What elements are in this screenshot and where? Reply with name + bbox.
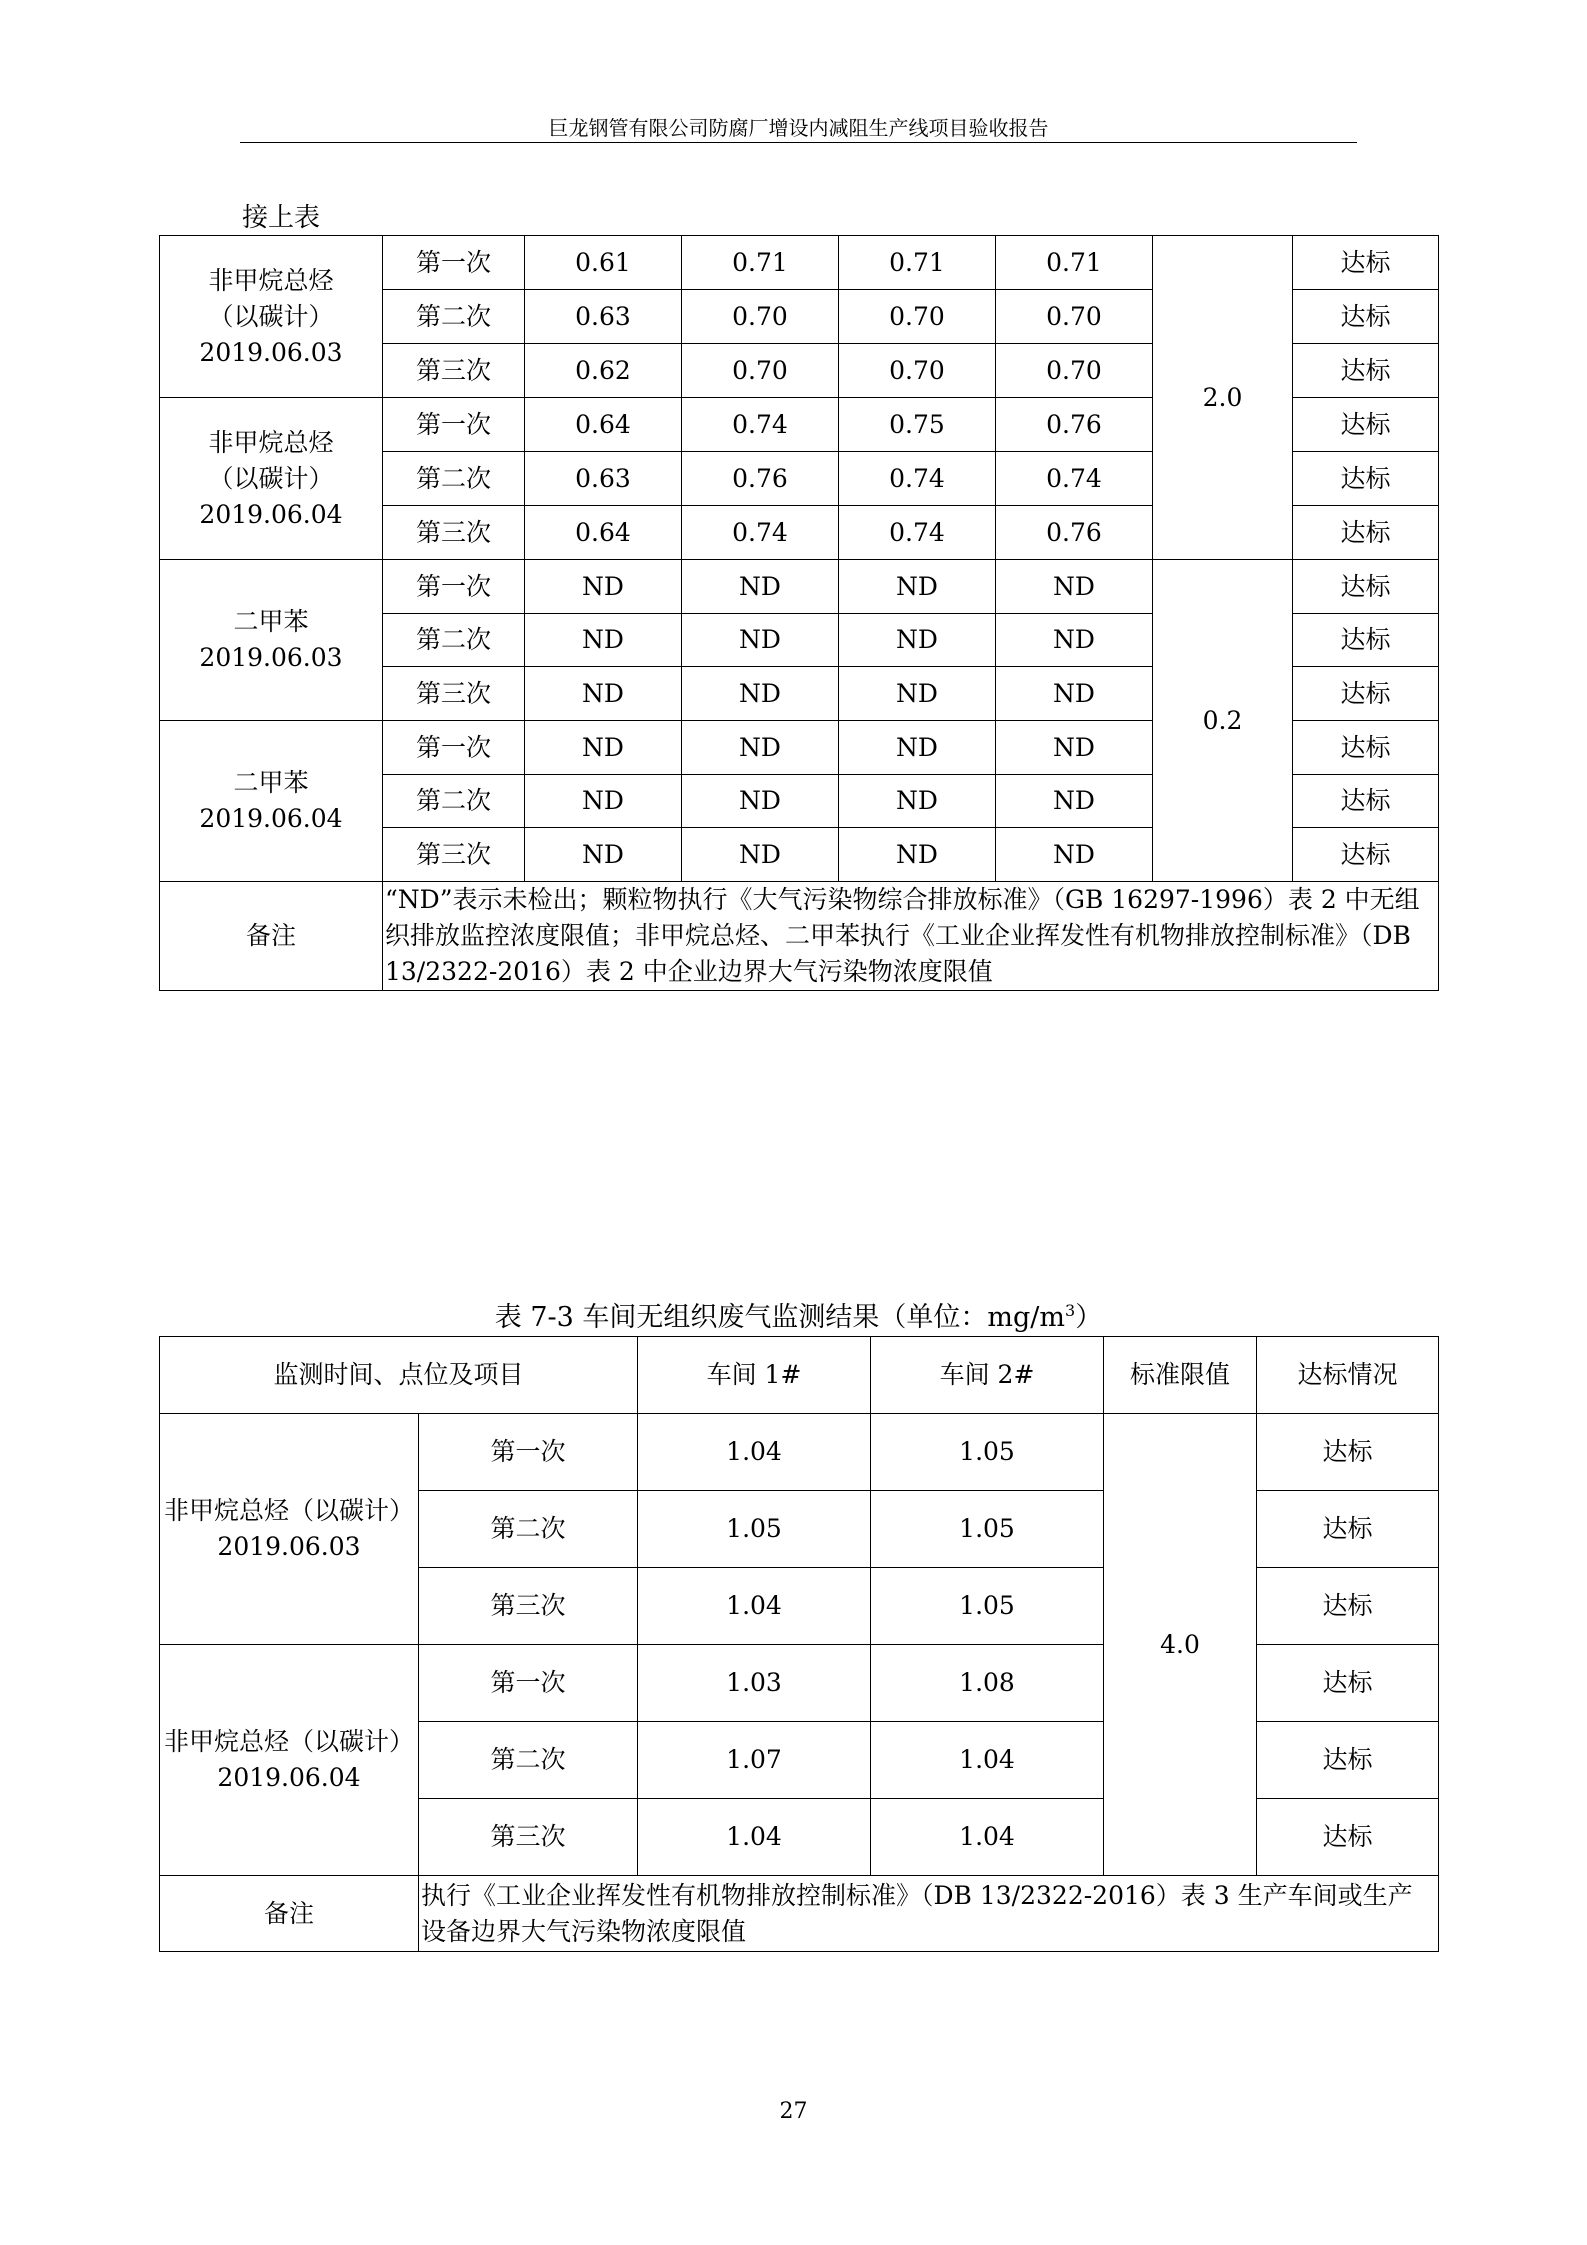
round-cell: 第二次 xyxy=(383,614,525,667)
round-cell: 第一次 xyxy=(383,560,525,614)
page-header: 巨龙钢管有限公司防腐厂增设内减阻生产线项目验收报告 xyxy=(548,116,1049,140)
item-cell xyxy=(160,560,383,721)
value-cell: 1.04 xyxy=(638,1799,871,1876)
remark-row xyxy=(160,1876,1439,1952)
result-cell: 达标 xyxy=(1293,452,1439,506)
value-cell: 0.63 xyxy=(525,452,682,506)
value-cell: 1.04 xyxy=(638,1414,871,1491)
cell-text-line: 2019.06.04 xyxy=(199,804,343,833)
value-cell: ND xyxy=(682,560,839,614)
result-cell: 达标 xyxy=(1293,560,1439,614)
header-rule xyxy=(240,142,1357,143)
cell-text-line: （以碳计） xyxy=(208,301,334,331)
value-cell: ND xyxy=(525,614,682,667)
value-cell: 0.74 xyxy=(839,452,996,506)
value-cell: ND xyxy=(996,560,1153,614)
value-cell: 1.03 xyxy=(638,1645,871,1722)
value-cell: 1.04 xyxy=(638,1568,871,1645)
remark-cell: “ND”表示未检出；颗粒物执行《大气污染物综合排放标准》（GB 16297-1996）表 2 中无组织排放监控浓度限值；非甲烷总烃、二甲苯执行《工业企业挥发性有机物排放控制标准》（DB 13/2322-2016）表 2 中企业边界大气污染物浓度限值 xyxy=(383,882,1439,991)
result-cell: 达标 xyxy=(1293,828,1439,882)
value-cell: ND xyxy=(682,667,839,721)
round-cell: 第一次 xyxy=(419,1645,638,1722)
value-cell: 1.04 xyxy=(871,1722,1104,1799)
value-cell: 0.76 xyxy=(996,398,1153,452)
value-cell: ND xyxy=(682,775,839,828)
cell-text-line: 二甲苯 xyxy=(233,607,309,636)
result-cell: 达标 xyxy=(1293,344,1439,398)
value-cell: 0.71 xyxy=(682,236,839,290)
result-cell: 达标 xyxy=(1293,290,1439,344)
value-cell: 0.71 xyxy=(996,236,1153,290)
value-cell: ND xyxy=(839,667,996,721)
value-cell: ND xyxy=(525,721,682,775)
result-cell: 达标 xyxy=(1293,506,1439,560)
value-cell: ND xyxy=(839,614,996,667)
result-cell: 达标 xyxy=(1293,667,1439,721)
round-cell: 第二次 xyxy=(383,452,525,506)
round-cell: 第三次 xyxy=(383,344,525,398)
monitoring-table-continued xyxy=(159,235,1439,991)
value-cell: ND xyxy=(839,721,996,775)
value-cell: 0.70 xyxy=(996,290,1153,344)
result-cell: 达标 xyxy=(1257,1568,1439,1645)
item-cell xyxy=(160,1645,419,1876)
value-cell: 0.61 xyxy=(525,236,682,290)
value-cell: ND xyxy=(996,775,1153,828)
table-row xyxy=(160,1414,1439,1491)
cell-text-line: 2019.06.03 xyxy=(217,1532,361,1561)
result-cell: 达标 xyxy=(1293,721,1439,775)
round-cell: 第二次 xyxy=(383,775,525,828)
value-cell: 0.62 xyxy=(525,344,682,398)
result-cell: 达标 xyxy=(1293,614,1439,667)
round-cell: 第一次 xyxy=(383,236,525,290)
value-cell: 0.64 xyxy=(525,506,682,560)
cell-text-line: 非甲烷总烃（以碳计） xyxy=(163,1727,414,1756)
value-cell: 0.70 xyxy=(839,290,996,344)
item-cell xyxy=(160,398,383,560)
result-cell: 达标 xyxy=(1257,1645,1439,1722)
value-cell: ND xyxy=(682,828,839,882)
limit-cell: 4.0 xyxy=(1104,1414,1257,1876)
value-cell: ND xyxy=(996,721,1153,775)
value-cell: 0.76 xyxy=(996,506,1153,560)
result-cell: 达标 xyxy=(1257,1722,1439,1799)
value-cell: ND xyxy=(525,667,682,721)
cell-text-line: 2019.06.04 xyxy=(217,1763,361,1792)
cell-text-line: 2019.06.04 xyxy=(199,499,343,529)
value-cell: ND xyxy=(996,828,1153,882)
round-cell: 第三次 xyxy=(419,1568,638,1645)
item-cell xyxy=(160,1414,419,1645)
page-number: 27 xyxy=(779,2099,808,2124)
round-cell: 第三次 xyxy=(383,828,525,882)
value-cell: 1.04 xyxy=(871,1799,1104,1876)
workshop-monitoring-table xyxy=(159,1336,1439,1952)
header-cell: 达标情况 xyxy=(1257,1337,1439,1414)
value-cell: 1.05 xyxy=(638,1491,871,1568)
header-cell: 车间 2# xyxy=(871,1337,1104,1414)
round-cell: 第二次 xyxy=(383,290,525,344)
round-cell: 第三次 xyxy=(383,506,525,560)
item-cell xyxy=(160,236,383,398)
round-cell: 第一次 xyxy=(383,721,525,775)
value-cell: 0.75 xyxy=(839,398,996,452)
value-cell: ND xyxy=(525,775,682,828)
value-cell: 0.71 xyxy=(839,236,996,290)
value-cell: ND xyxy=(996,614,1153,667)
remark-label-cell: 备注 xyxy=(160,882,383,991)
cell-text-line: 非甲烷总烃 xyxy=(208,427,334,457)
round-cell: 第二次 xyxy=(419,1491,638,1568)
remark-row xyxy=(160,882,1439,991)
cell-text-line: 2019.06.03 xyxy=(199,643,343,672)
value-cell: 0.74 xyxy=(996,452,1153,506)
cell-text-line: （以碳计） xyxy=(208,463,334,493)
table-caption: 表 7-3 车间无组织废气监测结果（单位：$mg/m^3$） xyxy=(494,1301,1103,1333)
result-cell: 达标 xyxy=(1293,236,1439,290)
cell-text-line: 非甲烷总烃 xyxy=(208,265,334,295)
result-cell: 达标 xyxy=(1257,1491,1439,1568)
value-cell: 0.63 xyxy=(525,290,682,344)
value-cell: 0.74 xyxy=(682,506,839,560)
limit-cell: 0.2 xyxy=(1153,560,1293,882)
round-cell: 第三次 xyxy=(383,667,525,721)
round-cell: 第一次 xyxy=(383,398,525,452)
value-cell: ND xyxy=(525,828,682,882)
item-cell xyxy=(160,721,383,882)
value-cell: ND xyxy=(682,614,839,667)
cell-text-line: 非甲烷总烃（以碳计） xyxy=(163,1496,414,1525)
value-cell: ND xyxy=(525,560,682,614)
value-cell: 0.70 xyxy=(996,344,1153,398)
continued-label: 接上表 xyxy=(242,203,321,233)
value-cell: 0.74 xyxy=(682,398,839,452)
value-cell: 0.70 xyxy=(839,344,996,398)
result-cell: 达标 xyxy=(1293,398,1439,452)
limit-cell: 2.0 xyxy=(1153,236,1293,560)
value-cell: 1.08 xyxy=(871,1645,1104,1722)
value-cell: 1.05 xyxy=(871,1491,1104,1568)
result-cell: 达标 xyxy=(1257,1799,1439,1876)
value-cell: 1.07 xyxy=(638,1722,871,1799)
value-cell: ND xyxy=(996,667,1153,721)
value-cell: ND xyxy=(682,721,839,775)
value-cell: 0.70 xyxy=(682,290,839,344)
value-cell: 0.70 xyxy=(682,344,839,398)
header-cell: 标准限值 xyxy=(1104,1337,1257,1414)
value-cell: ND xyxy=(839,775,996,828)
header-row xyxy=(160,1337,1439,1414)
value-cell: 1.05 xyxy=(871,1414,1104,1491)
cell-text-line: 2019.06.03 xyxy=(199,337,343,367)
cell-text-line: 二甲苯 xyxy=(233,768,309,797)
table-row xyxy=(160,236,1439,290)
header-cell: 车间 1# xyxy=(638,1337,871,1414)
round-cell: 第二次 xyxy=(419,1722,638,1799)
value-cell: 1.05 xyxy=(871,1568,1104,1645)
remark-cell: 执行《工业企业挥发性有机物排放控制标准》（DB 13/2322-2016）表 3 生产车间或生产设备边界大气污染物浓度限值 xyxy=(419,1876,1439,1952)
remark-label-cell: 备注 xyxy=(160,1876,419,1952)
header-cell: 监测时间、点位及项目 xyxy=(160,1337,638,1414)
value-cell: 0.76 xyxy=(682,452,839,506)
round-cell: 第一次 xyxy=(419,1414,638,1491)
value-cell: 0.74 xyxy=(839,506,996,560)
result-cell: 达标 xyxy=(1257,1414,1439,1491)
round-cell: 第三次 xyxy=(419,1799,638,1876)
table-row xyxy=(160,560,1439,614)
value-cell: 0.64 xyxy=(525,398,682,452)
value-cell: ND xyxy=(839,560,996,614)
value-cell: ND xyxy=(839,828,996,882)
result-cell: 达标 xyxy=(1293,775,1439,828)
